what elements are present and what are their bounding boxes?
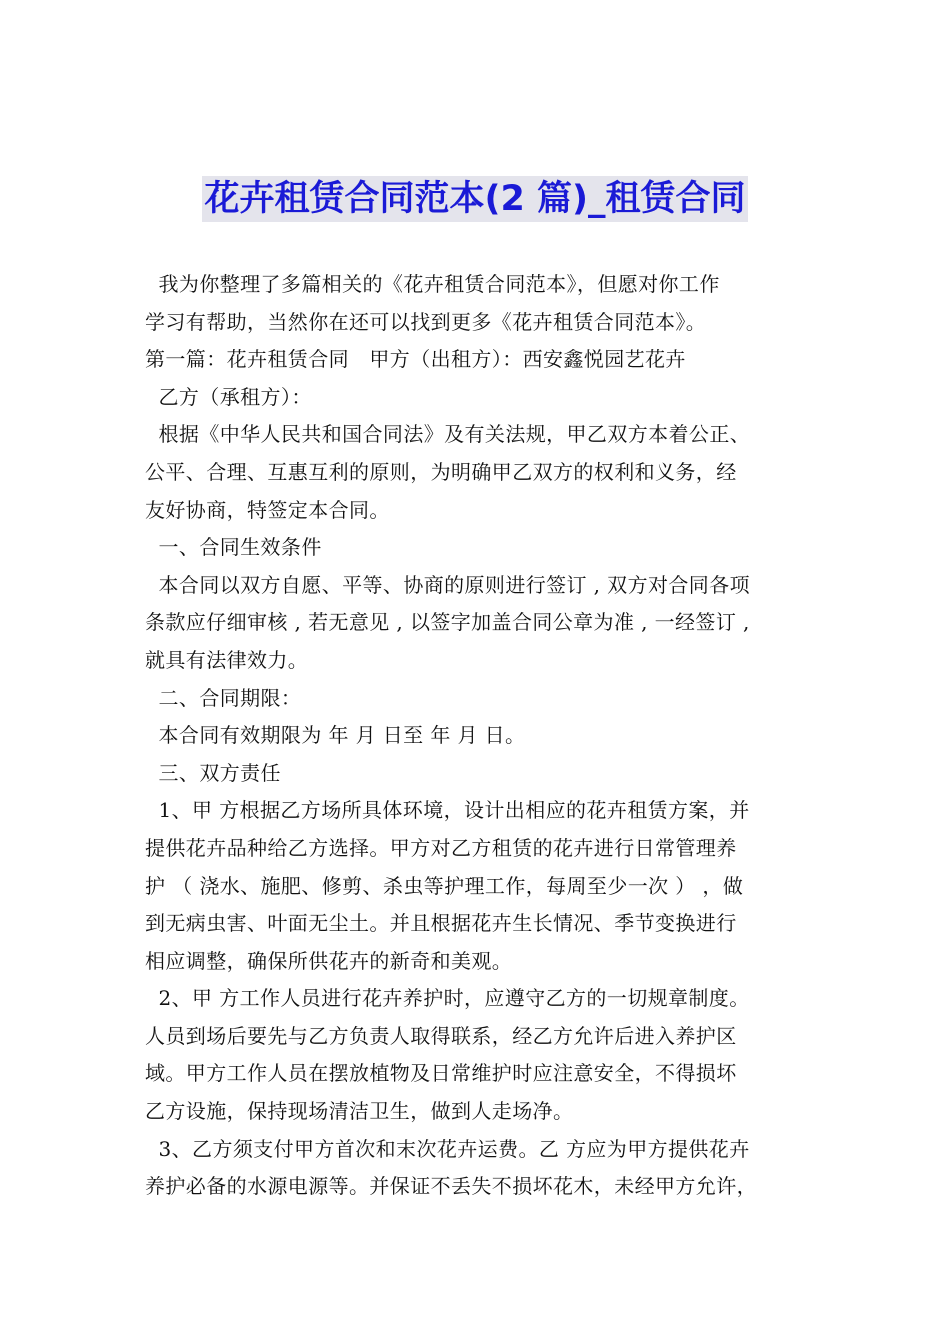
text-line: 乙方（承租方）： <box>145 384 312 409</box>
text-line: 域。甲方工作人员在摆放植物及日常维护时应注意安全，不得损坏 <box>145 1061 737 1086</box>
section-heading: 二、合同期限： <box>145 685 302 710</box>
section-heading: 三、双方责任 <box>145 760 281 785</box>
text-line: 公平、合理、互惠互利的原则，为明确甲乙双方的权利和义务，经 <box>145 459 737 484</box>
text-line: 3、乙方须支付甲方首次和末次花卉运费。乙 方应为甲方提供花卉 <box>145 1136 750 1161</box>
text-line: 2、甲 方工作人员进行花卉养护时，应遵守乙方的一切规章制度。 <box>145 986 750 1011</box>
section-heading: 一、合同生效条件 <box>145 535 322 560</box>
text-line: 就具有法律效力。 <box>145 647 309 672</box>
text-line: 1、甲 方根据乙方场所具体环境，设计出相应的花卉租赁方案，并 <box>145 798 750 823</box>
text-line: 本合同以双方自愿、平等、协商的原则进行签订 , 双方对合同各项 <box>145 572 750 597</box>
text-line: 养护必备的水源电源等。并保证不丢失不损坏花木，未经甲方允许， <box>145 1174 757 1199</box>
text-line: 第一篇：花卉租赁合同 甲方（出租方）：西安鑫悦园艺花卉 <box>145 347 686 372</box>
text-line: 乙方设施，保持现场清洁卫生，做到人走场净。 <box>145 1099 574 1124</box>
text-line: 友好协商，特签定本合同。 <box>145 497 390 522</box>
document-body <box>145 266 810 1206</box>
text-line: 相应调整，确保所供花卉的新奇和美观。 <box>145 948 513 973</box>
text-line: 提供花卉品种给乙方选择。甲方对乙方租赁的花卉进行日常管理养 <box>145 835 737 860</box>
text-line: 本合同有效期限为 年 月 日至 年 月 日。 <box>145 723 526 748</box>
text-line: 人员到场后要先与乙方负责人取得联系，经乙方允许后进入养护区 <box>145 1023 737 1048</box>
text-line: 护 （ 浇水、施肥、修剪、杀虫等护理工作，每周至少一次 ） ，做 <box>145 873 744 898</box>
text-line: 学习有帮助，当然你在还可以找到更多《花卉租赁合同范本》。 <box>145 309 707 334</box>
document-title: 花卉租赁合同范本(2 篇)_租赁合同 <box>202 176 747 222</box>
text-line: 到无病虫害、叶面无尘土。并且根据花卉生长情况、季节变换进行 <box>145 911 737 936</box>
text-line: 条款应仔细审核 , 若无意见 , 以签字加盖合同公章为准 , 一经签订 , <box>145 610 750 635</box>
text-line: 根据《中华人民共和国合同法》及有关法规，甲乙双方本着公正、 <box>145 422 751 447</box>
title-container <box>0 176 950 222</box>
text-line: 我为你整理了多篇相关的《花卉租赁合同范本》，但愿对你工作 <box>145 272 720 296</box>
